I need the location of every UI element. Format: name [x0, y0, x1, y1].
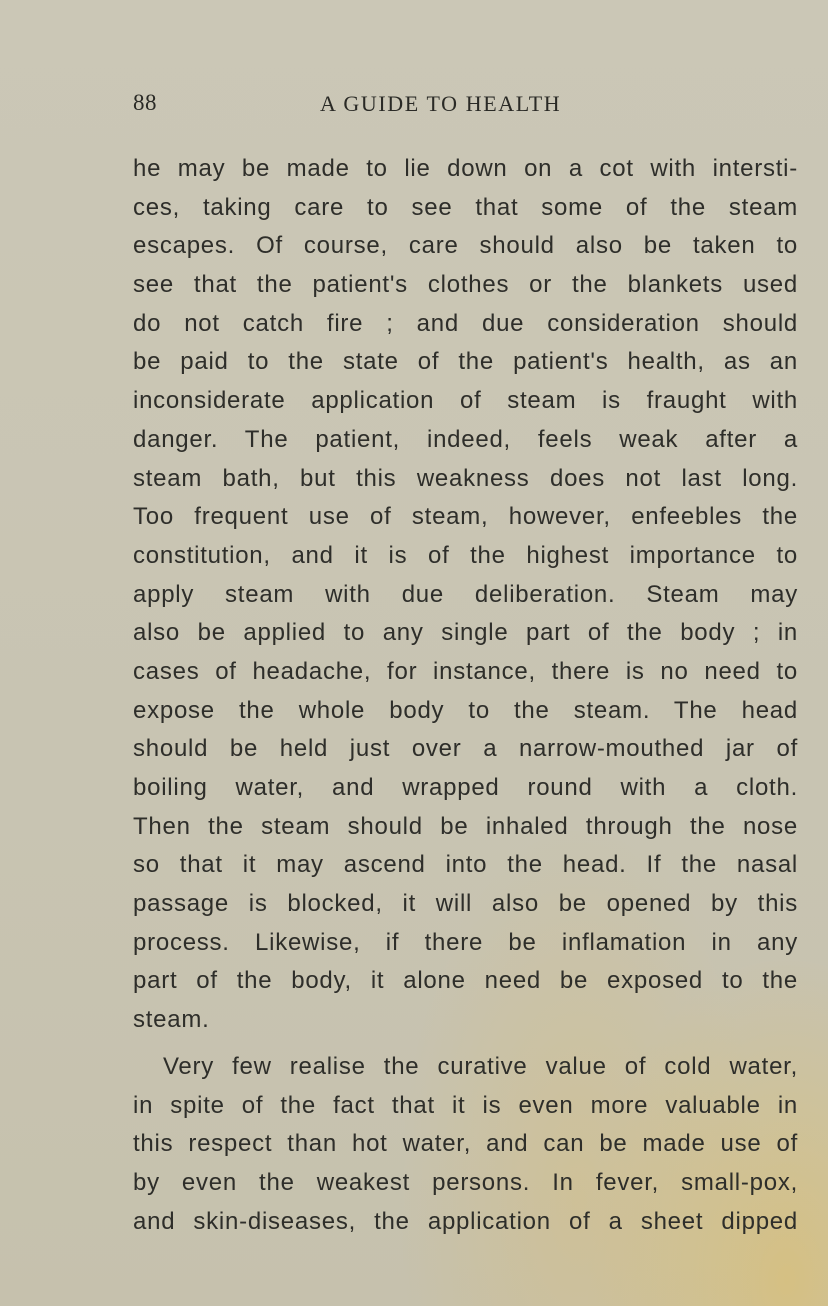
- text-line: Then the steam should be inhaled through the nose: [133, 812, 798, 840]
- running-title: A GUIDE TO HEALTH: [320, 91, 562, 116]
- text-line: be paid to the state of the patient's health, as an: [133, 348, 798, 376]
- page-header: [133, 90, 798, 126]
- text-line: cases of headache, for instance, there is no need to: [133, 657, 798, 685]
- text-line: see that the patient's clothes or the blankets used: [133, 271, 798, 299]
- text-line: passage is blocked, it will also be opened by this: [133, 890, 798, 918]
- text-line: process. Likewise, if there be inflamation in any: [133, 928, 798, 956]
- text-line: should be held just over a narrow-mouthed jar of: [133, 735, 798, 763]
- text-line: also be applied to any single part of the body ; in: [133, 619, 798, 647]
- text-line: in spite of the fact that it is even more valuable in: [133, 1091, 798, 1119]
- text-line: Very few realise the curative value of cold water,: [163, 1052, 798, 1080]
- text-line: inconsiderate application of steam is fraught with: [133, 387, 798, 415]
- text-line: so that it may ascend into the head. If the nasal: [133, 851, 798, 879]
- body-text: [133, 150, 798, 1241]
- paragraph: [133, 1048, 798, 1241]
- text-line: apply steam with due deliberation. Steam may: [133, 580, 798, 608]
- text-line: do not catch fire ; and due consideration should: [133, 309, 798, 337]
- text-line: steam.: [133, 1006, 210, 1034]
- text-line: and skin-diseases, the application of a sheet dipped: [133, 1207, 798, 1235]
- text-line: expose the whole body to the steam. The head: [133, 696, 798, 724]
- text-line: ces, taking care to see that some of the steam: [133, 193, 798, 221]
- text-line: by even the weakest persons. In fever, small-pox,: [133, 1168, 798, 1196]
- paragraph: [133, 150, 798, 1040]
- text-line: he may be made to lie down on a cot with intersti-: [133, 155, 798, 182]
- text-line: this respect than hot water, and can be made use of: [133, 1130, 798, 1158]
- text-line: part of the body, it alone need be exposed to the: [133, 967, 798, 995]
- text-line: escapes. Of course, care should also be taken to: [133, 232, 798, 260]
- text-line: boiling water, and wrapped round with a cloth.: [133, 774, 798, 801]
- paragraph-gap: [133, 1040, 798, 1048]
- text-line: Too frequent use of steam, however, enfeebles the: [133, 503, 798, 531]
- page-number: 88: [133, 90, 157, 115]
- text-line: danger. The patient, indeed, feels weak after a: [133, 425, 798, 453]
- text-line: constitution, and it is of the highest importance to: [133, 541, 798, 569]
- text-line: steam bath, but this weakness does not last long.: [133, 464, 798, 492]
